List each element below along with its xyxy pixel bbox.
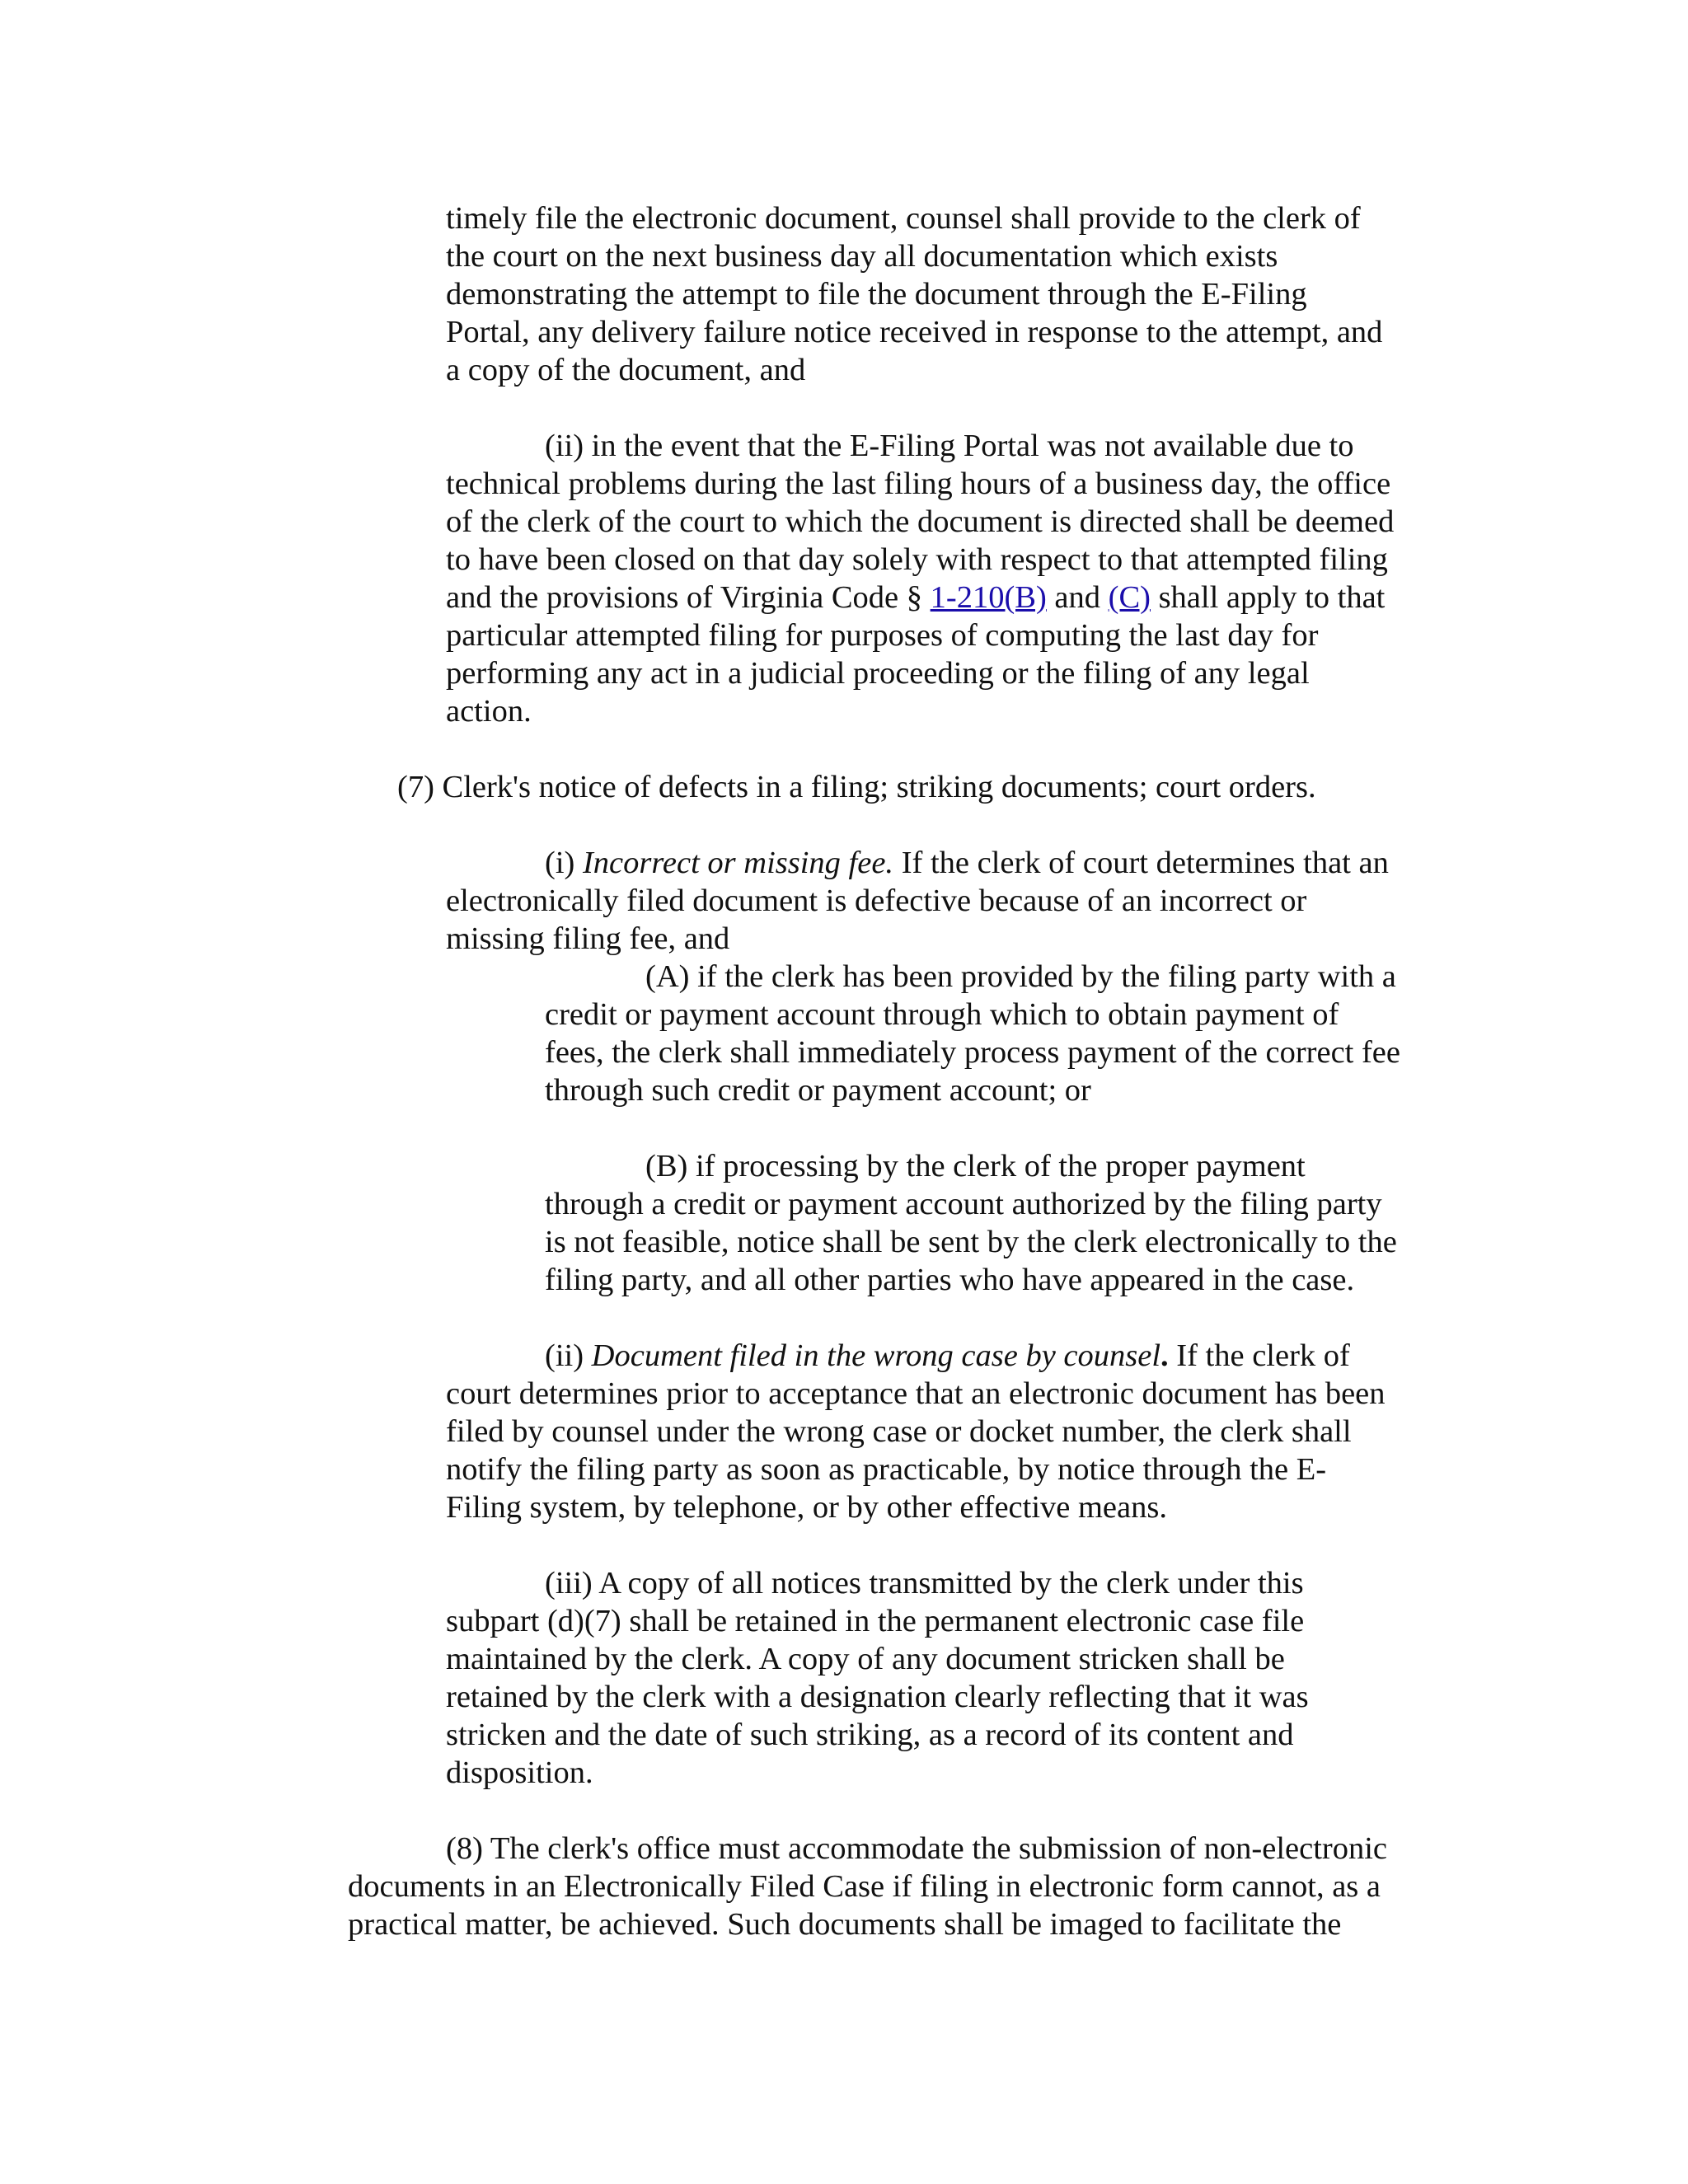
paragraph-line: technical problems during the last filing hours of a business day, the office xyxy=(446,466,1391,501)
code-section-link-1-210b[interactable]: 1-210(B) xyxy=(930,580,1047,615)
text-span: and xyxy=(1046,580,1109,615)
paragraph-line: Filing system, by telephone, or by other effective means. xyxy=(446,1490,1167,1525)
paragraph-line: through such credit or payment account; or xyxy=(545,1073,1091,1108)
paragraph-line: to have been closed on that day solely with respect to that attempted filing xyxy=(446,542,1388,577)
paragraph-line: stricken and the date of such striking, as a record of its content and xyxy=(446,1718,1294,1752)
text-span: If the clerk of court determines that an xyxy=(893,846,1389,880)
paragraph-line: filed by counsel under the wrong case or docket number, the clerk shall xyxy=(446,1414,1352,1449)
item-label: (i) xyxy=(545,846,583,880)
paragraph-line xyxy=(545,1337,1350,1375)
paragraph-line: performing any act in a judicial proceeding or the filing of any legal xyxy=(446,656,1310,691)
paragraph-line: missing filing fee, and xyxy=(446,921,730,956)
paragraph-line: (ii) in the event that the E-Filing Portal was not available due to xyxy=(545,429,1354,463)
item-label: (ii) xyxy=(545,1338,592,1373)
paragraph-line: action. xyxy=(446,694,532,729)
paragraph-line: particular attempted filing for purposes of computing the last day for xyxy=(446,618,1319,653)
text-span: If the clerk of xyxy=(1168,1338,1350,1373)
paragraph-line: electronically filed document is defective because of an incorrect or xyxy=(446,883,1307,918)
paragraph-line: disposition. xyxy=(446,1755,593,1790)
section-heading-7: (7) Clerk's notice of defects in a filing; striking documents; court orders. xyxy=(397,770,1316,804)
item-title-italic: Document filed in the wrong case by counsel xyxy=(591,1338,1161,1373)
code-section-link-c[interactable]: (C) xyxy=(1108,580,1151,615)
item-title-italic: Incorrect or missing fee. xyxy=(582,846,894,880)
paragraph-line: maintained by the clerk. A copy of any document stricken shall be xyxy=(446,1642,1285,1676)
paragraph-line: Portal, any delivery failure notice received in response to the attempt, and xyxy=(446,315,1383,349)
paragraph-line: (A) if the clerk has been provided by the filing party with a xyxy=(645,959,1396,994)
paragraph-line: subpart (d)(7) shall be retained in the permanent electronic case file xyxy=(446,1604,1305,1638)
paragraph-line: (B) if processing by the clerk of the proper payment xyxy=(645,1149,1306,1183)
paragraph-line: the court on the next business day all documentation which exists xyxy=(446,239,1278,274)
paragraph-line: timely file the electronic document, counsel shall provide to the clerk of xyxy=(446,201,1361,236)
paragraph-line: documents in an Electronically Filed Case if filing in electronic form cannot, as a xyxy=(348,1869,1381,1904)
text-span: shall apply to that xyxy=(1150,580,1386,615)
paragraph-line: notify the filing party as soon as practicable, by notice through the E- xyxy=(446,1452,1327,1487)
paragraph-line: (iii) A copy of all notices transmitted by the clerk under this xyxy=(545,1566,1304,1601)
paragraph-line: retained by the clerk with a designation clearly reflecting that it was xyxy=(446,1680,1309,1714)
paragraph-line: of the clerk of the court to which the document is directed shall be deemed xyxy=(446,504,1395,539)
paragraph-line: practical matter, be achieved. Such documents shall be imaged to facilitate the xyxy=(348,1907,1342,1942)
text-span: and the provisions of Virginia Code § xyxy=(446,580,931,615)
paragraph-line: (8) The clerk's office must accommodate the submission of non-electronic xyxy=(446,1831,1387,1866)
paragraph-line: court determines prior to acceptance that an electronic document has been xyxy=(446,1376,1386,1411)
paragraph-line: a copy of the document, and xyxy=(446,353,806,387)
item-title-period: . xyxy=(1160,1338,1169,1373)
paragraph-line-with-links xyxy=(446,579,1385,616)
paragraph-line: filing party, and all other parties who have appeared in the case. xyxy=(545,1263,1355,1297)
paragraph-line: is not feasible, notice shall be sent by the clerk electronically to the xyxy=(545,1225,1397,1259)
paragraph-line: demonstrating the attempt to file the document through the E-Filing xyxy=(446,277,1307,312)
paragraph-line: fees, the clerk shall immediately process payment of the correct fee xyxy=(545,1035,1400,1070)
paragraph-line: through a credit or payment account authorized by the filing party xyxy=(545,1187,1382,1221)
paragraph-line xyxy=(545,844,1389,882)
paragraph-line: credit or payment account through which to obtain payment of xyxy=(545,997,1339,1032)
